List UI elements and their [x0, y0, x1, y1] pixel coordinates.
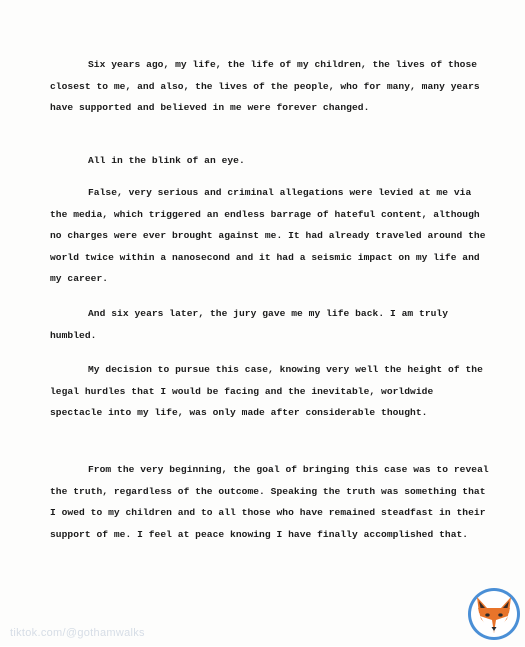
- letter-paragraph: From the very beginning, the goal of bringing this case was to reveal the truth, regardless of the outcome. Speaking the truth was something that I owed to my children and to all those who have remained steadfast in their support of me. I feel at peace knowing I have finally accomplished that.: [50, 464, 489, 540]
- letter-paragraph: False, very serious and criminal allegations were levied at me via the media, which triggered an endless barrage of hateful content, although no charges were ever brought against me. It had already traveled around the world twice within a nanosecond and it had a seismic impact on my life and my career.: [50, 187, 486, 284]
- letter-paragraph: And six years later, the jury gave me my life back. I am truly humbled.: [50, 308, 449, 341]
- letter-paragraph: All in the blink of an eye.: [88, 155, 245, 166]
- letter-paragraph: Six years ago, my life, the life of my children, the lives of those closest to me, and also, the lives of the people, who for many, many years have supported and believed in me were forever changed.: [50, 59, 480, 113]
- fox-head-icon-graphic: [466, 586, 522, 642]
- watermark-text: tiktok.com/@gothamwalks: [10, 627, 145, 639]
- fox-head-icon: [466, 586, 522, 642]
- letter-paragraph: My decision to pursue this case, knowing very well the height of the legal hurdles that I would be facing and the inevitable, worldwide spectacle into my life, was only made after considerable thought.: [50, 364, 483, 418]
